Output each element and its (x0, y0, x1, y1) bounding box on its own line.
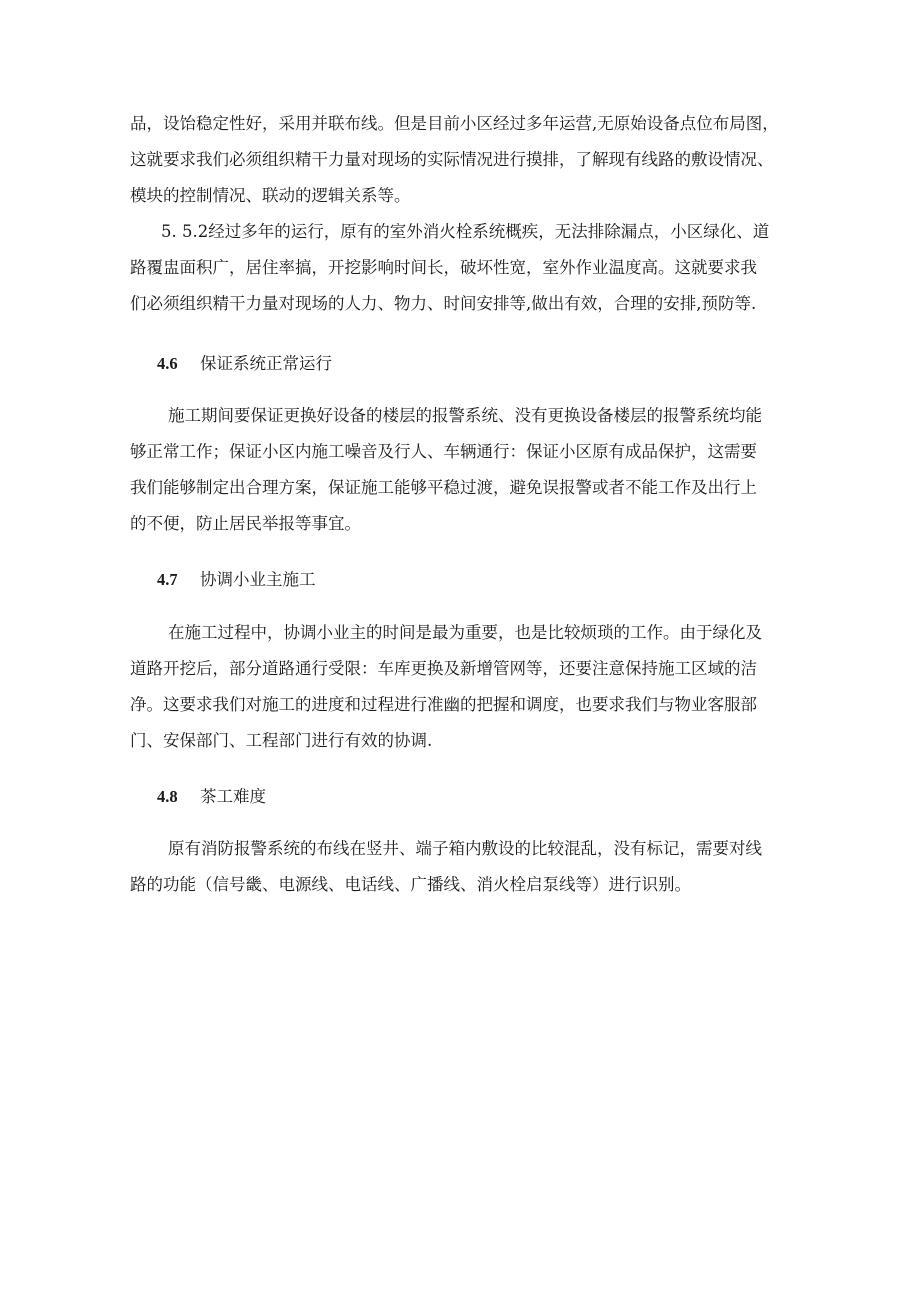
text-line: 这就要求我们必须组织精干力量对现场的实际情况进行摸排，了解现有线路的敷设情况、 (130, 150, 774, 169)
text-line: 门、安保部门、工程部门进行有效的协调. (130, 731, 433, 750)
text-line: 原有消防报警系统的布线在竖井、端子箱内敷设的比较混乱，没有标记，需要对线 (168, 839, 762, 858)
text-line: 们必须组织精干力量对现场的人力、物力、时间安排等,做出有效，合理的安排,预防等. (130, 294, 757, 313)
text-line: 的不便，防止居民举报等事宜。 (130, 514, 361, 533)
section-number: 4.8 (157, 787, 178, 806)
section-title: 保证系统正常运行 (200, 354, 332, 373)
text-line: 够正常工作；保证小区内施工噪音及行人、车辆通行：保证小区原有成品保护，这需要 (130, 442, 757, 461)
section-title: 协调小业主施工 (200, 570, 316, 589)
text-line: 模块的控制情况、联动的逻辑关系等。 (130, 186, 411, 205)
text-line: 道路开挖后，部分道路通行受限：车库更换及新增管网等，还要注意保持施工区域的洁 (130, 659, 757, 678)
text-line: 路覆盅面积广，居住率搞，开挖影响时间长，破坏性宽，室外作业温度高。这就要求我 (130, 258, 757, 277)
text-line: 品，设饴稳定性好，采用并联布线。但是目前小区经过多年运营,无原始设备点位布局图， (130, 114, 779, 133)
text-line: 施工期间要保证更换好设备的楼层的报警系统、没有更换设备楼层的报警系统均能 (168, 406, 762, 425)
section-title: 茶工难度 (200, 787, 266, 806)
text-line: 在施工过程中，协调小业主的时间是最为重要，也是比较烦琐的工作。由于绿化及 (168, 623, 762, 642)
text-line: 5. 5.2经过多年的运行，原有的室外消火栓系统概疾，无法排除漏点，小区绿化、道 (161, 222, 770, 241)
section-number: 4.7 (157, 570, 178, 589)
section-number: 4.6 (157, 354, 178, 373)
text-line: 我们能够制定出合理方案，保证施工能够平稳过渡，避免误报警或者不能工作及出行上 (130, 478, 757, 497)
text-line: 路的功能（信号畿、电源线、电话线、广播线、消火栓启泵线等）进行识别。 (130, 875, 691, 894)
text-line: 净。这要求我们对施工的进度和过程进行准幽的把握和调度，也要求我们与物业客服部 (130, 695, 757, 714)
